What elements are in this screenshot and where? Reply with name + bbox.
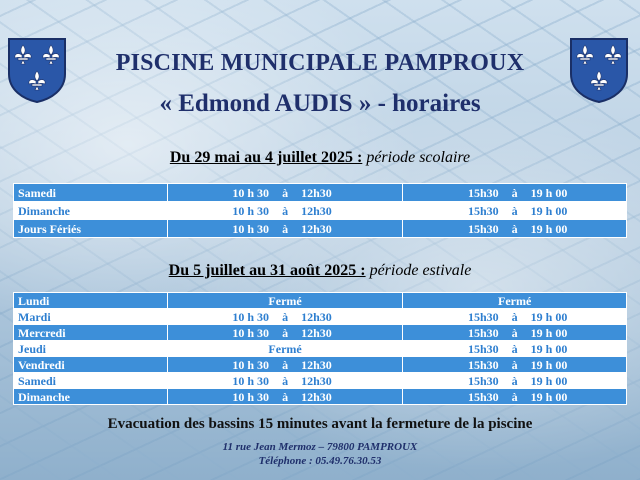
- schedule-table-school: [13, 183, 627, 238]
- page-title: PISCINE MUNICIPALE PAMPROUX: [115, 50, 525, 76]
- table-row: [14, 220, 627, 238]
- table-row: [14, 389, 627, 405]
- afternoon-hours-cell: 15h30 à 19 h 00: [403, 202, 627, 220]
- address: 11 rue Jean Mermoz – 79800 PAMPROUX: [222, 441, 418, 453]
- morning-hours-cell: 10 h 30 à 12h30: [167, 184, 403, 202]
- afternoon-hours-cell: 15h30 à 19 h 00: [403, 309, 627, 325]
- afternoon-hours-cell: 15h30 à 19 h 00: [403, 341, 627, 357]
- period-heading-summer: [0, 262, 640, 280]
- table-row: [14, 184, 627, 202]
- day-cell: Lundi: [14, 293, 168, 309]
- day-cell: Dimanche: [14, 202, 168, 220]
- day-cell: Samedi: [14, 184, 168, 202]
- day-cell: Dimanche: [14, 389, 168, 405]
- morning-hours-cell: 10 h 30 à 12h30: [167, 357, 403, 373]
- afternoon-hours-cell: 15h30 à 19 h 00: [403, 325, 627, 341]
- period-dates: Du 29 mai au 4 juillet 2025 :: [169, 149, 363, 166]
- morning-hours-cell: 10 h 30 à 12h30: [167, 220, 403, 238]
- afternoon-hours-cell: 15h30 à 19 h 00: [403, 220, 627, 238]
- table-row: [14, 325, 627, 341]
- schedule-table-summer: [13, 292, 627, 405]
- day-cell: Mardi: [14, 309, 168, 325]
- day-cell: Vendredi: [14, 357, 168, 373]
- morning-closed-cell: Fermé: [167, 341, 403, 357]
- table-row: [14, 202, 627, 220]
- morning-hours-cell: 10 h 30 à 12h30: [167, 309, 403, 325]
- period-heading-school: [0, 149, 640, 167]
- table-row: [14, 357, 627, 373]
- afternoon-hours-cell: 15h30 à 19 h 00: [403, 357, 627, 373]
- morning-hours-cell: 10 h 30 à 12h30: [167, 325, 403, 341]
- afternoon-hours-cell: 15h30 à 19 h 00: [403, 184, 627, 202]
- table-row: [14, 293, 627, 309]
- afternoon-hours-cell: 15h30 à 19 h 00: [403, 389, 627, 405]
- table-row: [14, 373, 627, 389]
- morning-hours-cell: 10 h 30 à 12h30: [167, 373, 403, 389]
- day-cell: Samedi: [14, 373, 168, 389]
- phone-number: Téléphone : 05.49.76.30.53: [258, 455, 382, 467]
- morning-hours-cell: 10 h 30 à 12h30: [167, 202, 403, 220]
- period-type: période estivale: [369, 262, 472, 279]
- day-cell: Jeudi: [14, 341, 168, 357]
- page-subtitle: « Edmond AUDIS » - horaires: [159, 90, 481, 117]
- evacuation-notice: Evacuation des bassins 15 minutes avant la fermeture de la piscine: [107, 416, 533, 432]
- day-cell: Mercredi: [14, 325, 168, 341]
- day-cell: Jours Fériés: [14, 220, 168, 238]
- period-dates: Du 5 juillet au 31 août 2025 :: [168, 262, 366, 279]
- table-row: [14, 309, 627, 325]
- table-row: [14, 341, 627, 357]
- afternoon-closed-cell: Fermé: [403, 293, 627, 309]
- afternoon-hours-cell: 15h30 à 19 h 00: [403, 373, 627, 389]
- morning-closed-cell: Fermé: [167, 293, 403, 309]
- morning-hours-cell: 10 h 30 à 12h30: [167, 389, 403, 405]
- period-type: période scolaire: [366, 149, 471, 166]
